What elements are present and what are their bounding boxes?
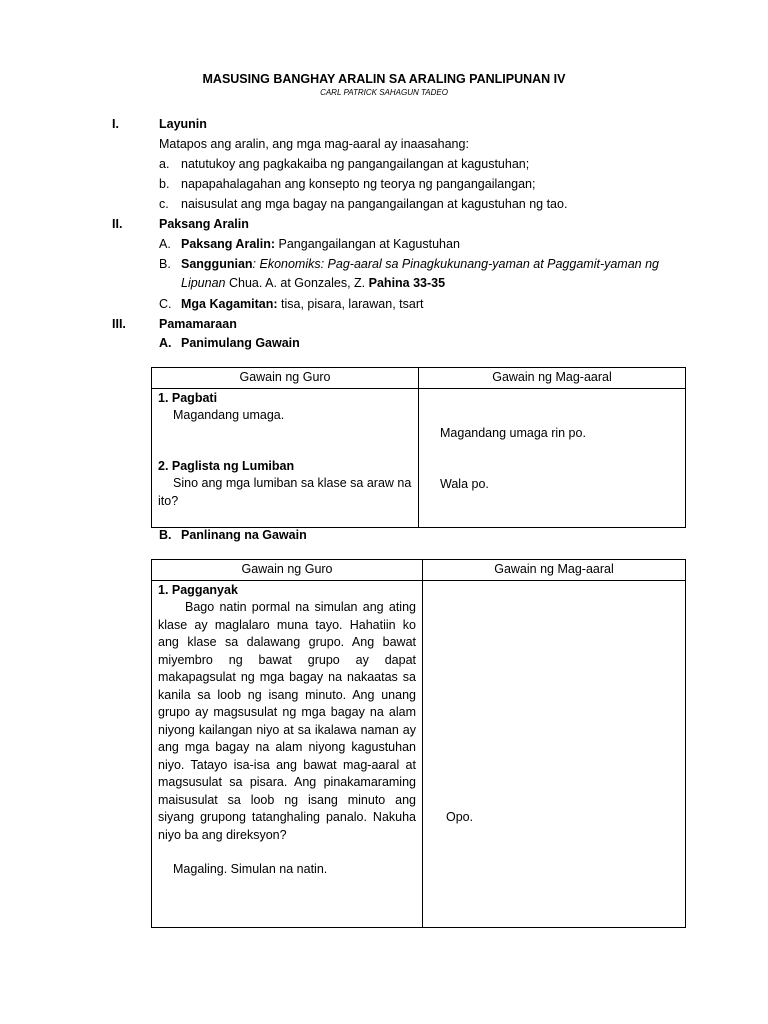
- reference-authors: Chua. A. at Gonzales, Z.: [225, 276, 369, 290]
- greeting-teacher-text: Magandang umaga.: [173, 408, 285, 422]
- teacher-cell: [152, 388, 419, 527]
- table-header-row: [152, 560, 686, 581]
- reference-label: Sanggunian: [181, 257, 253, 271]
- document-title: MASUSING BANGHAY ARALIN SA ARALING PANLIPUNAN IV: [202, 72, 566, 86]
- section-1-numeral: I.: [112, 117, 119, 131]
- reference-line-2: [181, 274, 445, 293]
- column-header-teacher: Gawain ng Guro: [152, 560, 423, 581]
- objective-a-text: natutukoy ang pagkakaiba ng pangangailangan at kagustuhan;: [181, 157, 530, 171]
- objective-a-marker: a.: [159, 157, 170, 171]
- motivation-teacher-followup: Magaling. Simulan na natin.: [173, 862, 328, 876]
- attendance-teacher-text: Sino ang mga lumiban sa klase sa araw na ito?: [158, 476, 412, 508]
- section-3-numeral: III.: [112, 317, 126, 331]
- objectives-intro: Matapos ang aralin, ang mga mag-aaral ay inaasahang:: [159, 137, 469, 151]
- attendance-title: 2. Paglista ng Lumiban: [158, 458, 295, 473]
- materials-value: tisa, pisara, larawan, tsart: [281, 297, 424, 311]
- column-header-student: Gawain ng Mag-aaral: [423, 560, 686, 581]
- materials-marker: C.: [159, 297, 172, 311]
- part-b-marker: B.: [159, 528, 172, 542]
- subject-line: [181, 235, 460, 254]
- section-1-heading: Layunin: [159, 117, 207, 131]
- materials-line: [181, 295, 423, 314]
- reference-title-1: : Ekonomiks: Pag-aaral sa Pinagkukunang-yaman at Paggamit-yaman ng: [252, 257, 660, 271]
- development-activities-table: [151, 559, 686, 928]
- subject-value: Pangangailangan at Kagustuhan: [278, 237, 460, 251]
- reference-title-2: Lipunan: [181, 276, 226, 290]
- document-author: CARL PATRICK SAHAGUN TADEO: [320, 88, 448, 97]
- reference-marker: B.: [159, 257, 171, 271]
- objective-c-text: naisusulat ang mga bagay na pangangailangan at kagustuhan ng tao.: [181, 197, 568, 211]
- opening-activities-table: [151, 367, 686, 528]
- section-2-numeral: II.: [112, 217, 123, 231]
- reference-line-1: [181, 255, 659, 274]
- part-b-heading: Panlinang na Gawain: [181, 528, 307, 542]
- objective-b-text: napapahalagahan ang konsepto ng teorya ng pangangailangan;: [181, 177, 536, 191]
- objective-c-marker: c.: [159, 197, 169, 211]
- materials-label: Mga Kagamitan:: [181, 297, 278, 311]
- table-row: [152, 388, 686, 527]
- motivation-title: 1. Pagganyak: [158, 582, 238, 597]
- greeting-student-text: Magandang umaga rin po.: [440, 425, 586, 440]
- motivation-student-text: Opo.: [446, 809, 474, 824]
- student-cell: [419, 388, 686, 527]
- section-2-heading: Paksang Aralin: [159, 217, 249, 231]
- part-a-heading: Panimulang Gawain: [181, 336, 300, 350]
- motivation-teacher-text: Bago natin pormal na simulan ang ating klase ay maglalaro muna tayo. Hahatiin ko ang klase sa dalawang grupo. Ang bawat miyembro ng bawat grupo ay dapat makapagsulat ng mga bagay na nakaatas sa kanila sa loob ng isang minuto. Ang unang grupo ay magsusulat ng mga bagay na alam niyong kailangan niyo at sa ikalawa naman ay ang mga bagay na alam niyong kagustuhan niyo. Tatayo isa-isa ang bawat mag-aaral at magsusulat sa pisara. Ang pinakamaraming maisusulat sa loob ng isang minuto ang siyang grupong tatanghaling panalo. Nakuha niyo ba ang direksyon?: [158, 600, 416, 842]
- reference-pages: Pahina 33-35: [368, 276, 446, 290]
- greeting-title: 1. Pagbati: [158, 390, 218, 405]
- subject-label: Paksang Aralin:: [181, 237, 276, 251]
- table-row: [152, 580, 686, 927]
- teacher-cell: [152, 580, 423, 927]
- subject-marker: A.: [159, 237, 171, 251]
- section-3-heading: Pamamaraan: [159, 317, 237, 331]
- column-header-teacher: Gawain ng Guro: [152, 368, 419, 389]
- objective-b-marker: b.: [159, 177, 170, 191]
- part-a-marker: A.: [159, 336, 172, 350]
- table-header-row: [152, 368, 686, 389]
- column-header-student: Gawain ng Mag-aaral: [419, 368, 686, 389]
- student-cell: [423, 580, 686, 927]
- attendance-student-text: Wala po.: [440, 477, 489, 491]
